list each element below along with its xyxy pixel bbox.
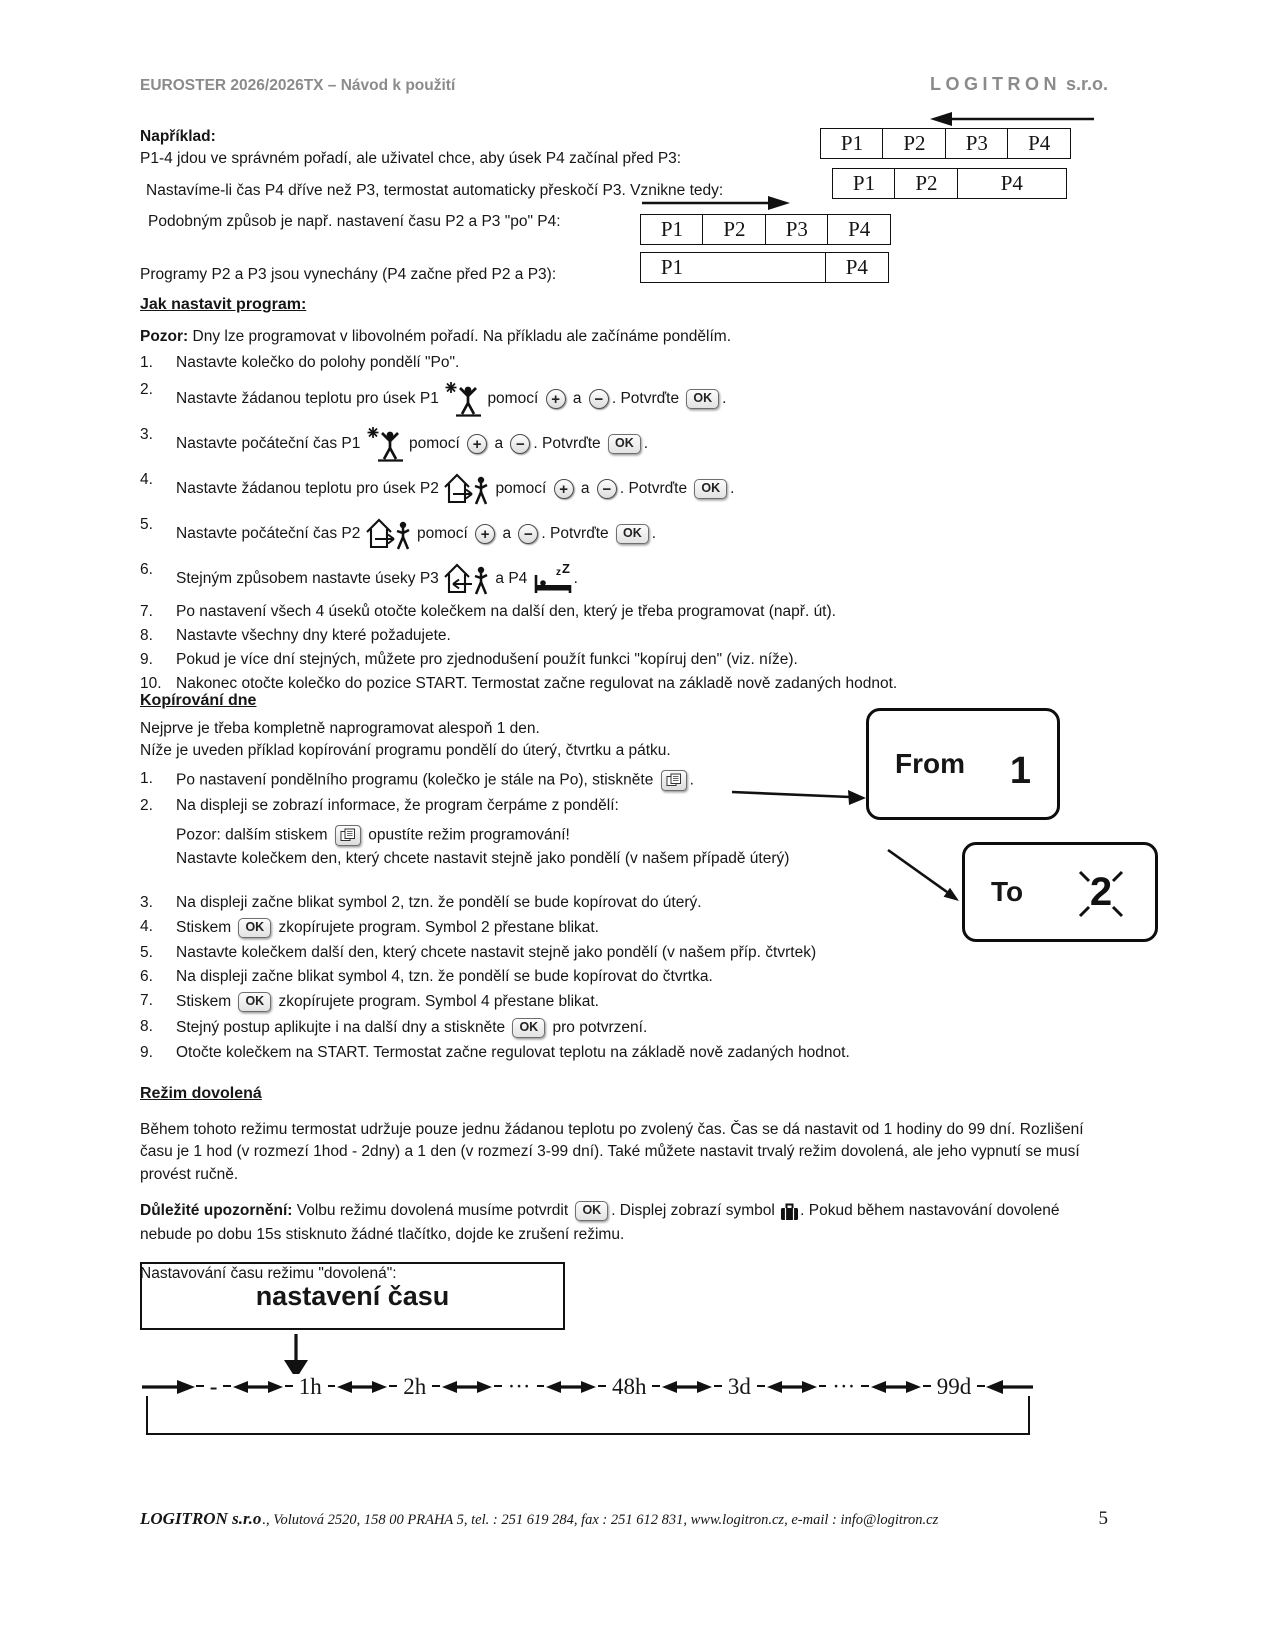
display-to-box [962, 842, 1158, 942]
double-arrow-icon [440, 1378, 494, 1396]
arrow-left-icon [985, 1378, 1035, 1396]
step-number: 1. [140, 354, 153, 371]
list-item [140, 1044, 970, 1062]
timeline-tick: ··· [502, 1374, 537, 1400]
ok-button-icon: OK [512, 1018, 545, 1038]
ok-button-icon: OK [608, 434, 641, 454]
example-section [140, 122, 1135, 297]
timeline-tick: 48h [606, 1374, 653, 1400]
double-arrow-icon [869, 1378, 923, 1396]
brand-name: LOGITRON s.r.o. [929, 74, 1108, 94]
step-text: Po nastavení pondělního programu (kolečko je stále na Po), stiskněte . [176, 770, 970, 791]
step-number: 2. [140, 381, 153, 398]
step-number: 8. [140, 1018, 153, 1035]
document-title: EUROSTER 2026/2026TX – Návod k použití [140, 77, 456, 94]
arrow-left-icon [928, 110, 1100, 128]
step-text: Na displeji začne blikat symbol 4, tzn. že pondělí se bude kopírovat do čtvrtka. [176, 968, 713, 985]
list-item [140, 894, 970, 912]
double-arrow-icon [335, 1378, 389, 1396]
svg-text:z: z [555, 567, 561, 578]
table-cell: P3 [945, 128, 1009, 159]
step-text: Nastavte žádanou teplotu pro úsek P2 pomocí + a − . Potvrďte OK . [176, 471, 1105, 507]
list-item [140, 992, 970, 1012]
ok-button-icon: OK [694, 479, 727, 499]
step-text: Nastavte kolečkem další den, který chcete nastavit stejně jako pondělí (v našem příp. čtvrtek) [176, 944, 817, 961]
list-item [140, 381, 1105, 417]
page-number: 5 [1098, 1508, 1108, 1529]
list-item [140, 354, 1105, 372]
ok-button-icon: OK [238, 992, 271, 1012]
copy-day-button-icon [335, 825, 361, 846]
from-label: From [895, 748, 965, 779]
step-number: 6. [140, 561, 153, 578]
ok-button-icon: OK [238, 918, 271, 938]
house-person-leaving-icon [365, 516, 413, 552]
step-text: Po nastavení všech 4 úseků otočte kolečkem na další den, který je třeba programovat (např. út). [176, 603, 836, 620]
time-setting-box [140, 1262, 565, 1330]
table-cell: P4 [827, 214, 891, 245]
table-cell: P1 [640, 252, 704, 283]
list-item [140, 944, 970, 962]
step-number: 4. [140, 471, 153, 488]
step-text: Nakonec otočte kolečko do pozice START. Termostat začne regulovat na základě nově zadaných hodnot. [176, 675, 898, 692]
minus-icon: − [597, 479, 617, 499]
step-number: 9. [140, 651, 153, 668]
page-header [140, 74, 1108, 95]
list-item [140, 651, 1105, 669]
timeline-row [140, 1372, 1035, 1402]
table-cell: P2 [894, 168, 958, 199]
example-line-1: P1-4 jdou ve správném pořadí, ale uživatel chce, aby úsek P4 začínal před P3: [140, 150, 682, 167]
plus-icon: + [475, 524, 495, 544]
step-number: 5. [140, 516, 153, 533]
copy-paragraph-1: Nejprve je třeba kompletně naprogramovat alespoň 1 den. [140, 720, 540, 737]
arrow-right-icon [140, 1378, 196, 1396]
table-cell: P1 [832, 168, 896, 199]
copy-note: Nastavte kolečkem den, který chcete nastavit stejně jako pondělí (v našem případě úterý) [176, 850, 790, 867]
table-cell: P3 [765, 214, 829, 245]
double-arrow-icon [765, 1378, 819, 1396]
step-number: 5. [140, 944, 153, 961]
house-person-returning-icon [443, 561, 491, 597]
step-text: Nastavte počáteční čas P2 pomocí + a − . Potvrďte OK . [176, 516, 1105, 552]
plus-icon: + [554, 479, 574, 499]
footer-company: LOGITRON s.r.o [140, 1509, 262, 1528]
minus-icon: − [510, 434, 530, 454]
program-table-4 [640, 252, 889, 283]
timeline-tick: 3d [722, 1374, 757, 1400]
holiday-warning: Důležité upozornění: Volbu režimu dovolená musíme potvrdit OK . Displej zobrazí symbol . Pokud během nastavování dovolené nebude po dobu 15s stisknuto žádné tlačítko, dojde ke zrušení režimu. [140, 1202, 1060, 1244]
step-number: 9. [140, 1044, 153, 1061]
double-arrow-icon [544, 1378, 598, 1396]
copy-day-button-icon [661, 770, 687, 791]
copy-warning: Pozor: dalším stiskem opustíte režim programování! [176, 825, 970, 846]
timeline-tick: 1h [293, 1374, 328, 1400]
step-number: 1. [140, 770, 153, 787]
section-heading: Kopírování dne [140, 692, 257, 709]
step-number: 4. [140, 918, 153, 935]
list-item [140, 516, 1105, 552]
step-number: 3. [140, 894, 153, 911]
holiday-timeline [140, 1372, 1035, 1438]
svg-text:2: 2 [1089, 870, 1113, 914]
step-number: 10. [140, 675, 162, 692]
step-text: Nastavte žádanou teplotu pro úsek P1 pomocí + a − . Potvrďte OK . [176, 381, 1105, 417]
suitcase-icon [779, 1202, 800, 1221]
table-cell: P4 [1007, 128, 1071, 159]
list-item [140, 918, 970, 938]
example-heading: Například: [140, 128, 216, 145]
holiday-paragraph: Během tohoto režimu termostat udržuje pouze jednu žádanou teplotu po zvolený čas. Čas se dá nastavit od 1 hodiny do 99 dní. Rozlišení času je 1 hod (v rozmezí 1hod - 2dny) a 1 den (v rozmezí 3-99 dní). Také můžete nastavit trvalý režim dovolená, ale jeho vypnutí se musí provést ručně. [140, 1121, 1084, 1183]
timeline-tick: - [204, 1374, 224, 1400]
step-number: 3. [140, 426, 153, 443]
table-cell [702, 252, 826, 283]
step-text: Pokud je více dní stejných, můžete pro zjednodušení použít funkci "kopíruj den" (viz. níže). [176, 651, 798, 668]
program-table-2 [832, 168, 1067, 199]
step-text: Stejný postup aplikujte i na další dny a stiskněte OK pro potvrzení. [176, 1019, 648, 1037]
ok-button-icon: OK [575, 1201, 608, 1221]
table-cell: P2 [882, 128, 946, 159]
svg-text:Z: Z [561, 563, 570, 576]
ok-button-icon: OK [686, 389, 719, 409]
step-text: Na displeji se zobrazí informace, že program čerpáme z pondělí: [176, 797, 619, 814]
to-label: To [991, 876, 1024, 907]
timeline-tick: ··· [826, 1374, 861, 1400]
step-number: 6. [140, 968, 153, 985]
step-text: Stiskem OK zkopírujete program. Symbol 2 přestane blikat. [176, 919, 599, 937]
step-number: 7. [140, 992, 153, 1009]
list-item [140, 603, 1105, 621]
display-from-box [866, 708, 1060, 820]
pozor-note: Pozor: Dny lze programovat v libovolném pořadí. Na příkladu ale začínáme pondělím. [140, 328, 731, 345]
time-setting-label: nastavení času [255, 1280, 450, 1311]
table-cell: P4 [957, 168, 1067, 199]
minus-icon: − [518, 524, 538, 544]
timeline-tick: 99d [931, 1374, 978, 1400]
blinking-day-2-icon [1073, 863, 1129, 921]
table-cell: P1 [640, 214, 704, 245]
step-text: Na displeji začne blikat symbol 2, tzn. že pondělí se bude kopírovat do úterý. [176, 894, 702, 911]
table-cell: P1 [820, 128, 884, 159]
sun-person-icon [443, 381, 483, 417]
step-text: Nastavte počáteční čas P1 pomocí + a − . Potvrďte OK . [176, 426, 1105, 462]
ok-button-icon: OK [616, 524, 649, 544]
section-heading: Režim dovolená [140, 1085, 262, 1102]
program-table-1 [820, 128, 1071, 159]
list-item [140, 471, 1105, 507]
house-person-leaving-icon [443, 471, 491, 507]
warning-label: Důležité upozornění: [140, 1202, 293, 1220]
double-arrow-icon [231, 1378, 285, 1396]
copy-paragraph-2: Níže je uveden příklad kopírování programu pondělí do úterý, čtvrtku a pátku. [140, 742, 671, 759]
holiday-section [140, 1085, 1105, 1283]
footer-contact: ., Volutová 2520, 158 00 PRAHA 5, tel. : 251 619 284, fax : 251 612 831, www.logitron.cz, e-mail : info@logitron.cz [262, 1512, 939, 1528]
program-section [140, 296, 1105, 693]
timeline-tick: 2h [397, 1374, 432, 1400]
night-bed-icon [532, 563, 574, 595]
sun-person-icon [365, 426, 405, 462]
list-item [140, 561, 1105, 597]
arrow-to-from-box-icon [730, 782, 870, 808]
holiday-note: Nastavování času režimu "dovolená": [140, 1265, 397, 1283]
example-line-3: Podobným způsob je např. nastavení času P2 a P3 "po" P4: [148, 213, 561, 230]
plus-icon: + [467, 434, 487, 454]
double-arrow-icon [660, 1378, 714, 1396]
step-text: Stiskem OK zkopírujete program. Symbol 4 přestane blikat. [176, 993, 599, 1011]
example-line-2: Nastavíme-li čas P4 dříve než P3, termostat automaticky přeskočí P3. Vznikne tedy: [146, 182, 724, 199]
step-number: 2. [140, 797, 153, 814]
list-item [140, 627, 1105, 645]
list-item [140, 426, 1105, 462]
minus-icon: − [589, 389, 609, 409]
copy-day-section [140, 692, 970, 1062]
example-line-4: Programy P2 a P3 jsou vynechány (P4 začne před P2 a P3): [140, 266, 557, 283]
table-cell: P2 [702, 214, 766, 245]
list-item [140, 968, 970, 986]
page-footer [140, 1508, 1108, 1530]
program-table-3 [640, 214, 891, 245]
list-item [140, 1018, 970, 1038]
step-number: 7. [140, 603, 153, 620]
plus-icon: + [546, 389, 566, 409]
step-text: Nastavte všechny dny které požadujete. [176, 627, 451, 644]
from-day-value: 1 [1009, 749, 1031, 792]
step-text: Stejným způsobem nastavte úseky P3 a P4 z Z . [176, 561, 1105, 597]
section-heading: Jak nastavit program: [140, 296, 307, 313]
arrow-to-to-box-icon [885, 845, 967, 909]
step-number: 8. [140, 627, 153, 644]
table-cell: P4 [825, 252, 889, 283]
arrow-right-icon [640, 194, 792, 212]
step-text: Nastavte kolečko do polohy pondělí "Po". [176, 354, 460, 371]
list-item [140, 675, 1105, 693]
step-text: Otočte kolečkem na START. Termostat začne regulovat teplotu na základě nově zadaných hodnot. [176, 1044, 850, 1061]
